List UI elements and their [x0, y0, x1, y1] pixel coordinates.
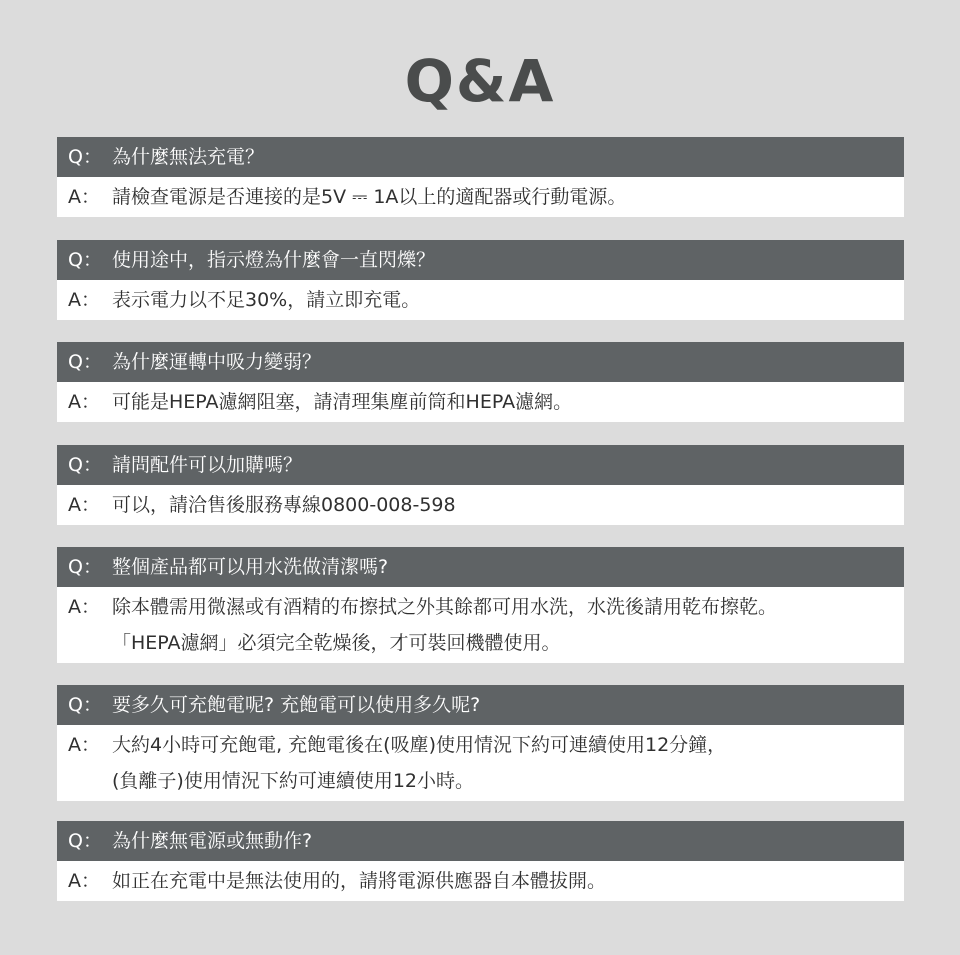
- answer-prefix: A：: [68, 289, 100, 311]
- answer-box: [57, 280, 904, 320]
- answer-text: 大約4小時可充飽電, 充飽電後在(吸塵)使用情況下約可連續使用12分鐘，: [112, 734, 727, 756]
- answer-prefix: A：: [68, 870, 100, 892]
- answer-box: [57, 725, 904, 801]
- question-prefix: Q：: [68, 146, 102, 168]
- answer-text: 可能是HEPA濾網阻塞，請清理集塵前筒和HEPA濾網。: [112, 391, 573, 413]
- question-bar: [57, 547, 904, 587]
- question-bar: [57, 685, 904, 725]
- answer-text: 表示電力以不足30%，請立即充電。: [112, 289, 421, 311]
- qa-item: [57, 821, 904, 901]
- answer-prefix: A：: [68, 186, 100, 208]
- question-text: 請問配件可以加購嗎？: [112, 454, 303, 476]
- answer-box: [57, 861, 904, 901]
- answer-prefix: A：: [68, 596, 100, 618]
- question-text: 為什麼無法充電？: [112, 146, 265, 168]
- question-bar: [57, 240, 904, 280]
- question-bar: [57, 821, 904, 861]
- qa-item: [57, 342, 904, 422]
- answer-text: 請檢查電源是否連接的是5V ⎓ 1A以上的適配器或行動電源。: [112, 186, 627, 208]
- page-title: Q&A: [404, 47, 556, 115]
- question-prefix: Q：: [68, 249, 102, 271]
- answer-prefix: A：: [68, 734, 100, 756]
- qa-item: [57, 445, 904, 525]
- answer-box: [57, 485, 904, 525]
- question-prefix: Q：: [68, 830, 102, 852]
- question-bar: [57, 137, 904, 177]
- question-bar: [57, 445, 904, 485]
- question-prefix: Q：: [68, 694, 102, 716]
- question-text: 使用途中，指示燈為什麼會一直閃爍？: [112, 249, 436, 271]
- answer-prefix: A：: [68, 391, 100, 413]
- answer-text: 如正在充電中是無法使用的，請將電源供應器自本體拔開。: [112, 870, 607, 892]
- answer-text: 除本體需用微濕或有酒精的布擦拭之外其餘都可用水洗，水洗後請用乾布擦乾。: [112, 596, 778, 618]
- qa-item: [57, 137, 904, 217]
- question-text: 為什麼運轉中吸力變弱？: [112, 351, 322, 373]
- qa-item: [57, 547, 904, 663]
- answer-box: [57, 382, 904, 422]
- question-prefix: Q：: [68, 454, 102, 476]
- question-prefix: Q：: [68, 556, 102, 578]
- qa-item: [57, 685, 904, 801]
- answer-prefix: A：: [68, 494, 100, 516]
- answer-box: [57, 587, 904, 663]
- question-prefix: Q：: [68, 351, 102, 373]
- answer-text-line2: (負離子)使用情況下約可連續使用12小時。: [112, 770, 475, 792]
- question-bar: [57, 342, 904, 382]
- answer-text-line2: 「HEPA濾網」必須完全乾燥後，才可裝回機體使用。: [112, 632, 561, 654]
- question-text: 為什麼無電源或無動作?: [112, 830, 313, 852]
- question-text: 要多久可充飽電呢? 充飽電可以使用多久呢?: [112, 694, 481, 716]
- answer-box: [57, 177, 904, 217]
- question-text: 整個產品都可以用水洗做清潔嗎?: [112, 556, 389, 578]
- answer-text: 可以，請洽售後服務專線0800-008-598: [112, 494, 456, 516]
- qa-item: [57, 240, 904, 320]
